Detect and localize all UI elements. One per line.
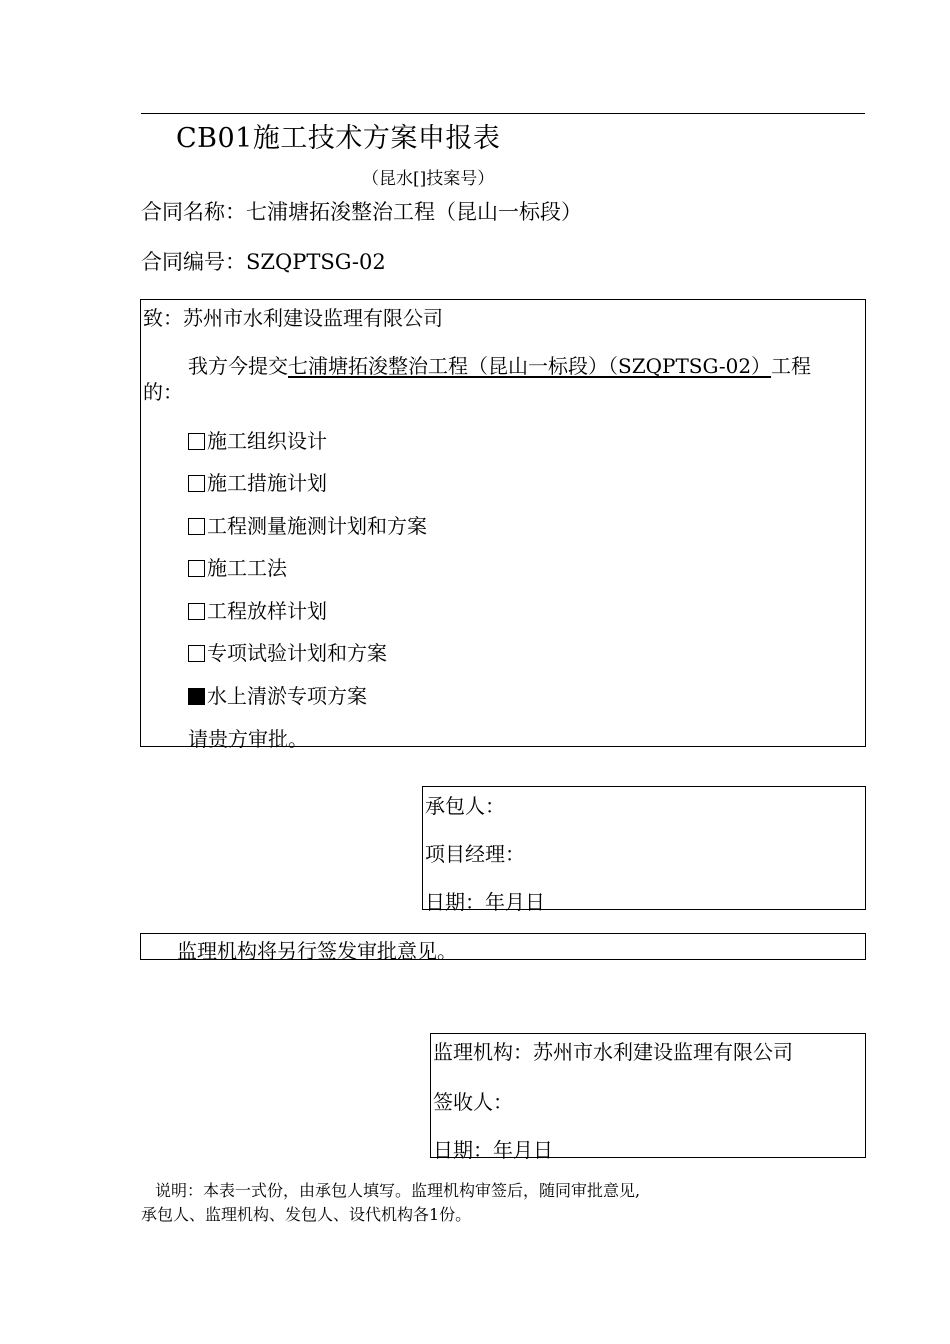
option-dredging-plan[interactable]: 水上清淤专项方案 [188, 680, 367, 709]
contractor-label: 承包人： [425, 794, 505, 818]
project-name: 七浦塘拓浚整治工程（昆山一标段）（SZQPTSG-02） [288, 354, 772, 378]
checkbox-icon[interactable] [188, 518, 205, 535]
option-construction-method[interactable]: 施工工法 [188, 552, 287, 581]
checkbox-icon[interactable] [188, 475, 205, 492]
contract-number: 合同编号：SZQPTSG-02 [141, 250, 386, 274]
project-manager-label: 项目经理： [425, 842, 525, 866]
supervisor-org: 监理机构：苏州市水利建设监理有限公司 [433, 1040, 793, 1064]
contractor-signature-box [422, 786, 866, 914]
option-construction-design[interactable]: 施工组织设计 [188, 425, 327, 454]
supervisor-note: 监理机构将另行签发审批意见。 [177, 939, 457, 963]
receiver-label: 签收人： [433, 1090, 513, 1114]
intro-continuation: 的： [143, 380, 183, 404]
footnote-line-1: 说明：本表一式份，由承包人填写。监理机构审签后，随同审批意见, [155, 1181, 641, 1200]
checkbox-icon[interactable] [188, 560, 205, 577]
option-survey-plan[interactable]: 工程测量施测计划和方案 [188, 510, 427, 539]
contractor-date-label: 日期：年月日 [425, 890, 545, 914]
top-rule [141, 113, 865, 114]
form-number: （昆水[]技案号） [362, 169, 495, 189]
approval-request: 请贵方审批。 [188, 727, 308, 751]
intro-suffix: 工程 [771, 354, 812, 378]
supervisor-signature-box [430, 1033, 866, 1162]
checkbox-icon[interactable] [188, 645, 205, 662]
intro-line [188, 350, 811, 379]
option-test-plan[interactable]: 专项试验计划和方案 [188, 637, 387, 666]
contract-name: 合同名称：七浦塘拓浚整治工程（昆山一标段） [141, 200, 582, 224]
option-construction-measures[interactable]: 施工措施计划 [188, 467, 327, 496]
intro-prefix: 我方今提交 [188, 354, 288, 378]
form-title: CB01施工技术方案申报表 [176, 123, 501, 154]
supervisor-note-box [140, 933, 866, 963]
supervisor-date-label: 日期：年月日 [433, 1138, 553, 1162]
checked-checkbox-icon[interactable] [188, 688, 205, 705]
footnote-line-2: 承包人、监理机构、发包人、设代机构各1份。 [141, 1205, 472, 1224]
checkbox-icon[interactable] [188, 603, 205, 620]
submission-box [140, 299, 866, 751]
addressee: 致：苏州市水利建设监理有限公司 [143, 306, 443, 330]
checkbox-icon[interactable] [188, 433, 205, 450]
option-layout-plan[interactable]: 工程放样计划 [188, 595, 327, 624]
